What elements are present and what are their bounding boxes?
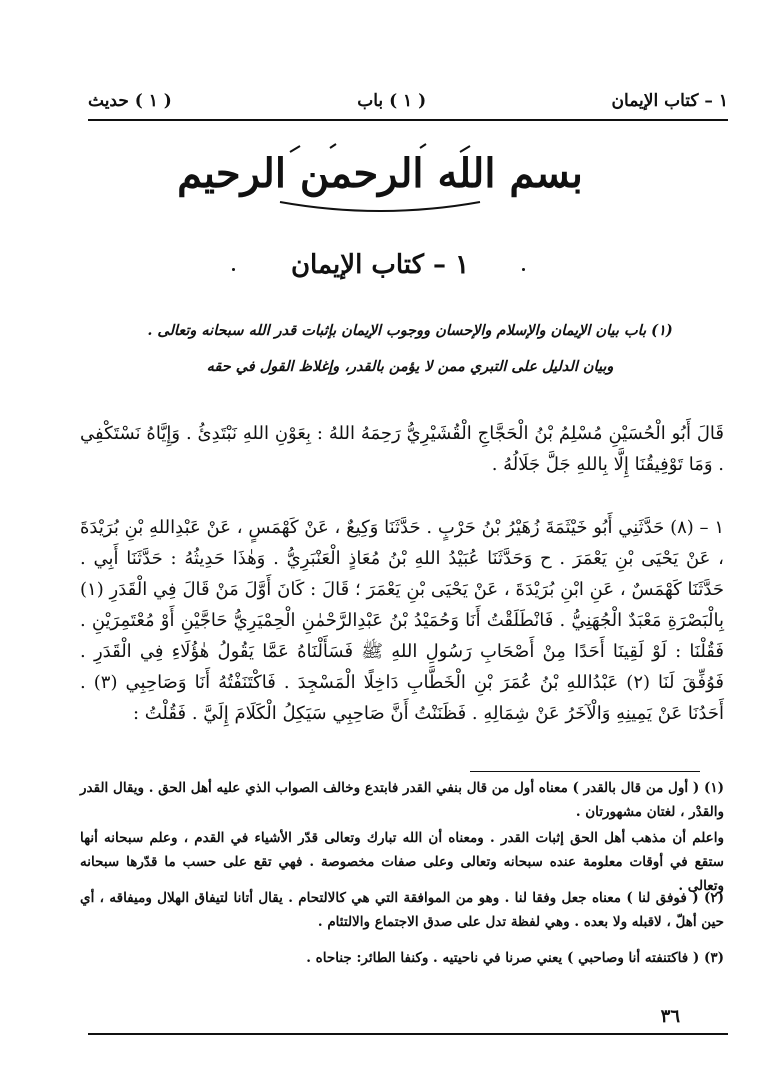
footer-rule — [88, 1033, 728, 1035]
ornament-dot — [232, 268, 235, 271]
footnote-2: (٢) ( فوفق لنا ) معناه جعل وفقا لنا . وهو من الموافقة التي هي كالالتحام . يقال أتانا لتيفاق الهلال وميفاقه ، أي حين أهلّ ، لاقبله ولا بعده . وهي لفظة تدل على صدق الاجتماع والالتئام . — [80, 890, 724, 930]
chapter-heading-line-1: (١) باب بيان الإيمان والإسلام والإحسان ووجوب الإيمان بإثبات قدر الله سبحانه وتعالى . — [147, 322, 673, 339]
ornament-dot — [522, 268, 525, 271]
author-introduction: قَالَ أَبُو الْحُسَيْنِ مُسْلِمُ بْنُ الْحَجَّاجِ الْقُشَيْرِيُّ رَحِمَهُ اللهُ : بِعَوْنِ اللهِ نَبْتَدِئُ . وَإِيَّاهُ نَسْتَكْفِي . وَمَا تَوْفِيقُنَا إِلَّا بِاللهِ جَلَّ جَلَالُهُ . — [80, 423, 724, 475]
running-header — [88, 86, 728, 116]
header-rule — [88, 119, 728, 121]
footnote-3: (٣) ( فاكتنفته أنا وصاحبي ) يعني صرنا في ناحيتيه . وكنفا الطائر: جناحاه . — [306, 950, 724, 966]
chapter-heading-line-2: وبيان الدليل على التبري ممن لا يؤمن بالقدر، وإغلاظ القول في حقه — [206, 358, 614, 375]
footnote-1-continued: واعلم أن مذهب أهل الحق إثبات القدر . ومعناه أن الله تبارك وتعالى قدّر الأشياء في القدم ، وعلم سبحانه أنها ستقع في أوقات معلومة عنده سبحانه وتعالى وعلى صفات مخصوصة . فهي تقع على حسب ما قدّرها سبحانه وتعالى . — [80, 830, 724, 894]
footnote-1: (١) ( أول من قال بالقدر ) معناه أول من قال بنفي القدر فابتدع وخالف الصواب الذي عليه أهل الحق . ويقال القدر والقدْر ، لغتان مشهورتان . — [80, 780, 724, 820]
header-bab-number: ( ١ ) باب — [357, 91, 427, 111]
footnote-separator — [470, 771, 700, 772]
basmala-calligraphy: بسم الله الرحمن الرحيم — [177, 150, 583, 197]
hadith-text: ١ – (٨) حَدَّثَنِي أَبُو خَيْثَمَةَ زُهَيْرُ بْنُ حَرْبٍ . حَدَّثَنَا وَكِيعٌ ، عَنْ كَهْمَسٍ ، عَنْ عَبْدِاللهِ بْنِ بُرَيْدَةَ ، عَنْ يَحْيَى بْنِ يَعْمَرَ . ح وَحَدَّثَنَا عُبَيْدُ اللهِ بْنُ مُعَاذٍ الْعَنْبَرِيُّ . وَهٰذَا حَدِيثُهُ : حَدَّثَنَا أَبِي . حَدَّثَنَا كَهْمَسٌ ، عَنِ ابْنِ بُرَيْدَةَ ، عَنْ يَحْيَى بْنِ يَعْمَرَ ؛ قَالَ : كَانَ أَوَّلَ مَنْ قَالَ فِي الْقَدَرِ (١) بِالْبَصْرَةِ مَعْبَدٌ الْجُهَنِيُّ . فَانْطَلَقْتُ أَنَا وَحُمَيْدُ بْنُ عَبْدِالرَّحْمٰنِ الْحِمْيَرِيُّ حَاجَّيْنِ أَوْ مُعْتَمِرَيْنِ . فَقُلْنَا : لَوْ لَقِينَا أَحَدًا مِنْ أَصْحَابِ رَسُولِ اللهِ ﷺ فَسَأَلْنَاهُ عَمَّا يَقُولُ هٰؤُلَاءِ فِي الْقَدَرِ . فَوُفِّقَ لَنَا (٢) عَبْدُاللهِ بْنُ عُمَرَ بْنِ الْخَطَّابِ دَاخِلًا الْمَسْجِدَ . فَاكْتَنَفْتُهُ أَنَا وَصَاحِبِي (٣) . أَحَدُنَا عَنْ يَمِينِهِ وَالْآخَرُ عَنْ شِمَالِهِ . فَظَنَنْتُ أَنَّ صَاحِبِي سَيَكِلُ الْكَلَامَ إِلَيَّ . فَقُلْتُ : — [80, 517, 724, 724]
header-book-title: ١ – كتاب الإيمان — [611, 91, 728, 111]
header-hadith-number: ( ١ ) حديث — [88, 91, 172, 111]
book-title: ١ – كتاب الإيمان — [290, 250, 470, 280]
page-number: ٣٦ — [660, 1006, 680, 1027]
